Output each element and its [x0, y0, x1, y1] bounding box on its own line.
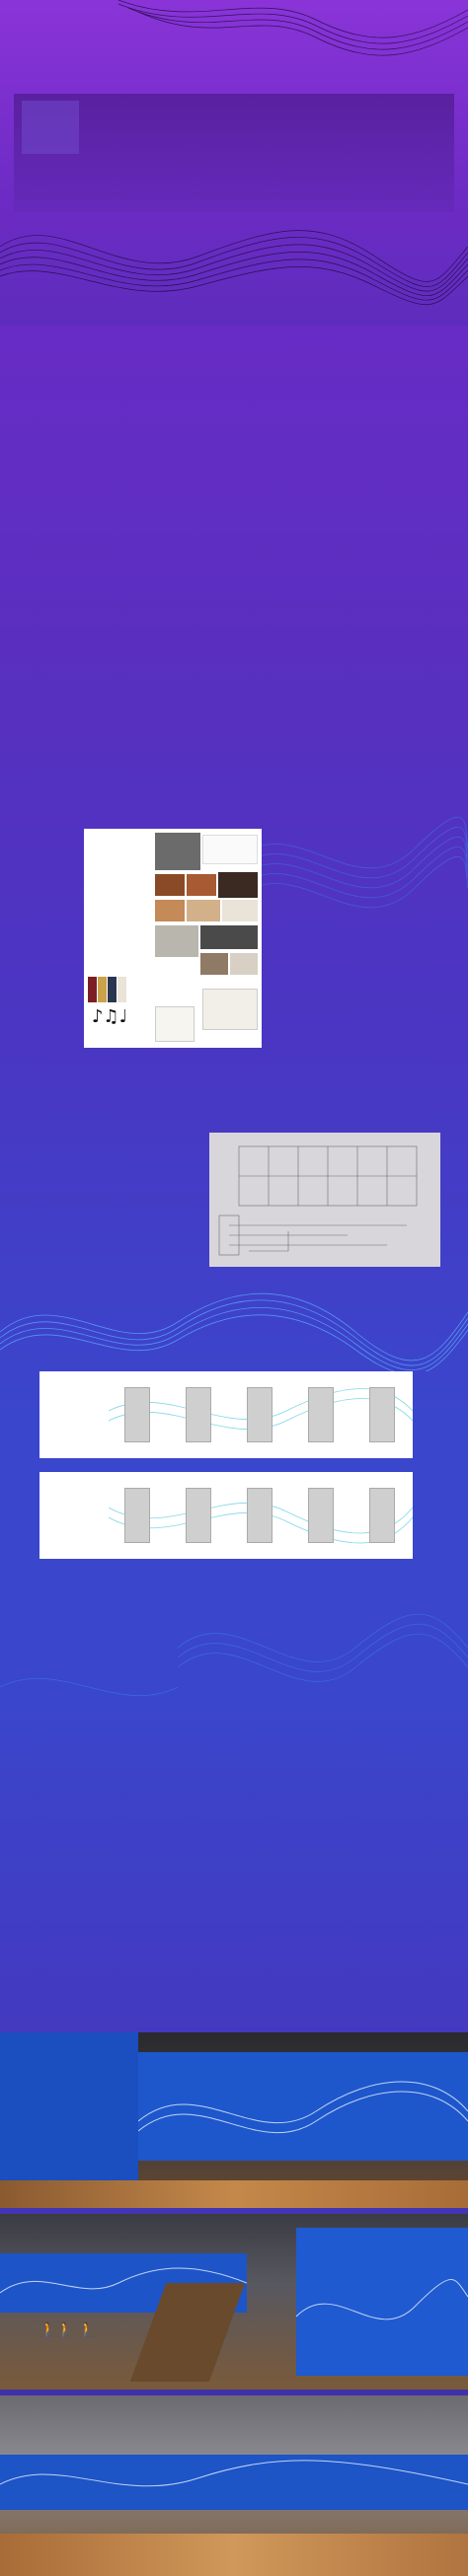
- sketch-drawing: [209, 1133, 440, 1267]
- final-banner-5-waves: [0, 2455, 468, 2510]
- wireframe-2-panel: [369, 1488, 395, 1543]
- wireframe-2-panel: [124, 1488, 150, 1543]
- wireframe-1-panel: [186, 1387, 211, 1442]
- final-photo-1: [0, 2032, 468, 2208]
- wireframe-2-panel: [186, 1488, 211, 1543]
- wireframe-1-panel: [124, 1387, 150, 1442]
- final-photo-3-floor: [0, 2534, 468, 2576]
- final-photo-1-floor: [0, 2180, 468, 2208]
- mood-swatch-1: [88, 977, 97, 1002]
- visitor-icons: 🚶🚶 🚶: [39, 2322, 96, 2338]
- sketch-image: [209, 1133, 440, 1267]
- color-wave-bg: [0, 1588, 468, 1727]
- wireframe-1: [39, 1371, 413, 1458]
- wireframe-wave-bg: [0, 1273, 468, 1371]
- waveform-divider: [0, 377, 468, 401]
- mood-photo-radio-k: [230, 953, 258, 975]
- hero-banner: [0, 0, 468, 326]
- mood-photo-radio-i: [200, 925, 258, 949]
- moodboard-image: [84, 829, 262, 1048]
- mood-photo-radio-c: [187, 874, 216, 896]
- wireframe-2-logo: [47, 1484, 105, 1547]
- wireframe-2-panel: [247, 1488, 273, 1543]
- mood-photo-radio-a: [202, 835, 258, 864]
- mood-photo-font: [155, 1006, 195, 1042]
- music-notes-icon: ♪♫♩: [92, 1006, 128, 1027]
- final-photo-2: [0, 2214, 468, 2390]
- mood-swatch-2: [98, 977, 107, 1002]
- final-banner-1b: [138, 2052, 468, 2161]
- final-banner-1: [0, 2032, 138, 2200]
- mood-photo-radio-h: [155, 925, 198, 957]
- mood-swatch-3: [108, 977, 117, 1002]
- mood-photo-type: [202, 989, 258, 1030]
- mood-photo-radio-f: [187, 900, 220, 921]
- hero-photo: [14, 94, 454, 212]
- hero-sign: [22, 101, 79, 154]
- final-banner-1b-waves: [138, 2052, 468, 2161]
- mood-photo-radio-b: [155, 874, 185, 896]
- final-banner-4: [296, 2228, 468, 2376]
- wireframe-1-panel: [308, 1387, 334, 1442]
- final-banner-4-waves: [296, 2257, 468, 2366]
- wireframe-1-panel: [369, 1387, 395, 1442]
- wireframe-2-panel: [308, 1488, 334, 1543]
- mood-swatch-4: [117, 977, 126, 1002]
- wireframe-1-logo: [47, 1383, 105, 1446]
- final-banner-5: [0, 2455, 468, 2510]
- wireframe-1-panel: [247, 1387, 273, 1442]
- mood-photo-person: [155, 833, 200, 870]
- final-photo-3: [0, 2395, 468, 2576]
- mood-photo-radio-j: [200, 953, 228, 975]
- mood-photo-radio-d: [218, 872, 258, 898]
- mood-photo-radio-e: [155, 900, 185, 921]
- wireframe-2: [39, 1472, 413, 1559]
- mood-photo-radio-g: [222, 900, 258, 921]
